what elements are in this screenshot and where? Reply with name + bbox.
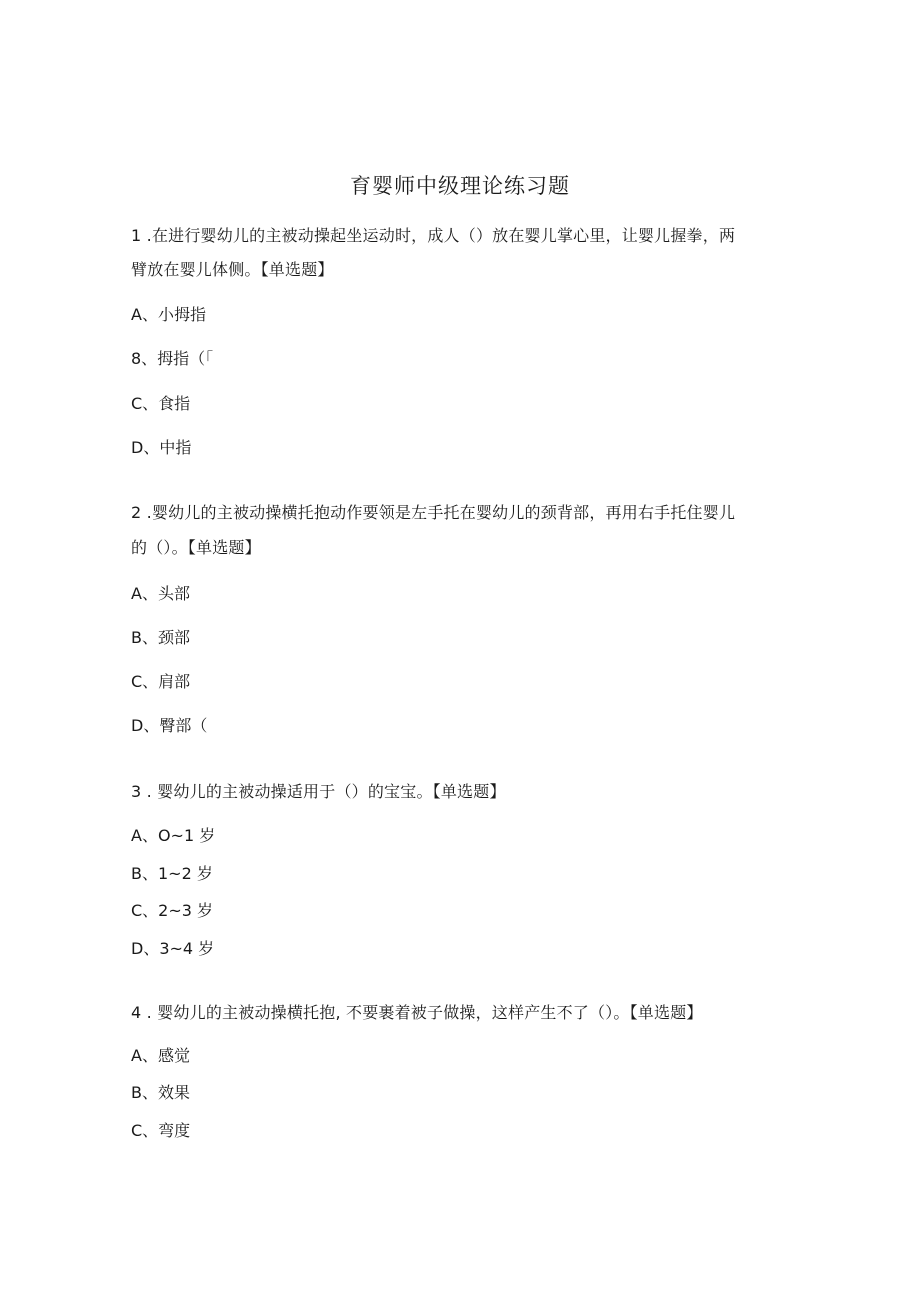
- question-3-option-b: B、1~2 岁: [131, 864, 213, 883]
- document-title: 育婴师中级理论练习题: [350, 174, 570, 198]
- question-2-option-a: A、头部: [131, 584, 190, 603]
- question-4-option-a: A、感觉: [131, 1046, 190, 1065]
- question-1-option-d: D、中指: [131, 438, 192, 457]
- question-4-option-b: B、效果: [131, 1083, 190, 1102]
- question-4-text: 4 . 婴幼儿的主被动操横托抱, 不要裹着被子做操，这样产生不了（）。【单选题】: [131, 1003, 703, 1022]
- question-2-text-line-1: 2 .婴幼儿的主被动操横托抱动作要领是左手托在婴幼儿的颈背部，再用右手托住婴儿: [131, 503, 736, 522]
- question-3-option-d: D、3~4 岁: [131, 939, 215, 958]
- question-1-option-c: C、食指: [131, 394, 191, 413]
- question-2-option-c: C、肩部: [131, 672, 191, 691]
- question-3-text: 3 . 婴幼儿的主被动操适用于（）的宝宝。【单选题】: [131, 782, 506, 801]
- question-3-option-c: C、2~3 岁: [131, 901, 214, 920]
- question-1-option-a: A、小拇指: [131, 305, 206, 324]
- question-2-text-line-2: 的（）。【单选题】: [131, 538, 261, 557]
- question-1-option-b: 8、拇指（「: [131, 349, 214, 368]
- question-4-option-c: C、弯度: [131, 1121, 191, 1140]
- question-2-option-d: D、臀部（: [131, 716, 208, 735]
- question-1-text-line-2: 臂放在婴儿体侧。【单选题】: [131, 260, 334, 279]
- question-2-option-b: B、颈部: [131, 628, 190, 647]
- question-1-text-line-1: 1 .在进行婴幼儿的主被动操起坐运动时，成人（）放在婴儿掌心里，让婴儿握拳，两: [131, 226, 736, 245]
- question-3-option-a: A、O~1 岁: [131, 826, 216, 845]
